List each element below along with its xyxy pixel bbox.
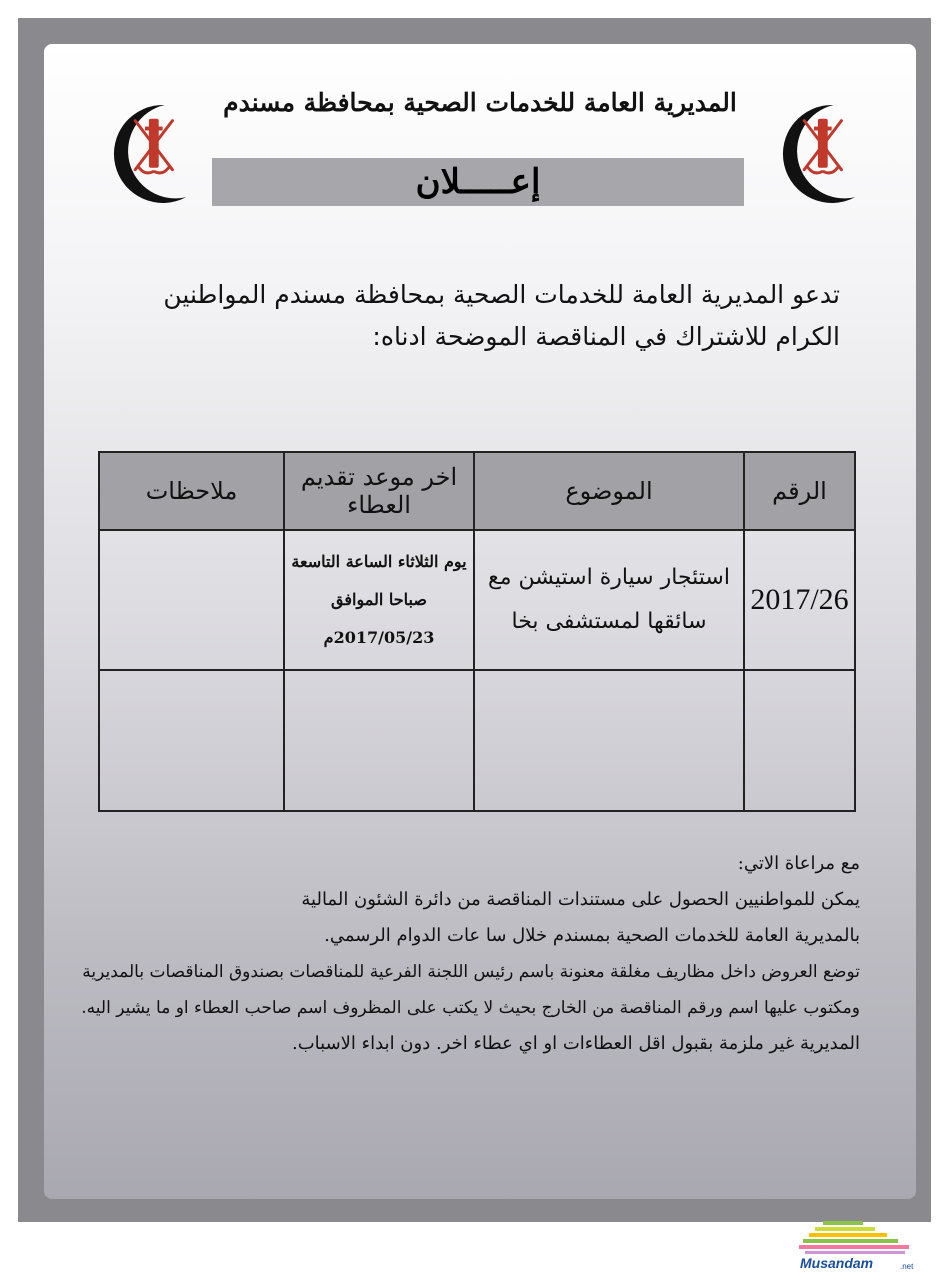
condition-line: المديرية غير ملزمة بقبول اقل العطاءات او اي عطاء اخر. دون ابداء الاسباب. [292,1033,860,1054]
subject-line: سائقها لمستشفى بخا [511,609,707,634]
oman-crescent-emblem-icon [765,98,863,210]
deadline-line: صباحا الموافق 2017/05/23م [323,590,435,647]
condition-line: توضع العروض داخل مظاريف مغلقة معنونة باسم رئيس اللجنة الفرعية للمناقصات بصندوق المناقصات بالمديرية [82,962,860,982]
header-number: الرقم [744,452,855,530]
intro-line: الكرام للاشتراك في المناقصة الموضحة ادناه: [372,322,840,351]
table-header-row [99,452,855,530]
tender-notes [99,670,284,811]
condition-line: يمكن للمواطنيين الحصول على مستندات المناقصة من دائرة الشئون المالية [301,889,860,910]
table-row [99,670,855,811]
intro-paragraph [100,274,840,358]
tender-number: 2017/26 [744,530,855,670]
oman-crescent-emblem-icon [96,98,194,210]
condition-line: ومكتوب عليها اسم ورقم المناقصة من الخارج بحيث لا يكتب على المظروف اسم صاحب العطاء او ما يشير اليه. [81,998,860,1018]
tender-deadline [284,530,474,670]
header-notes: ملاحظات [99,452,284,530]
announcement-heading: إعـــــلان [415,162,541,202]
watermark-text: Musandam [800,1255,874,1271]
directorate-title: المديرية العامة للخدمات الصحية بمحافظة مسندم [223,88,737,117]
tender-notes [99,530,284,670]
conditions-heading: مع مراعاة الاتي: [737,853,860,874]
tender-deadline [284,670,474,811]
tender-subject [474,530,744,670]
header-deadline: اخر موعد تقديم العطاء [284,452,474,530]
tender-subject [474,670,744,811]
conditions-section [81,846,860,1062]
tender-table [98,451,856,812]
table-row [99,530,855,670]
announcement-banner [212,158,744,206]
watermark-suffix: .net [900,1262,914,1271]
deadline-line: يوم الثلاثاء الساعة التاسعة [291,552,467,571]
condition-line: بالمديرية العامة للخدمات الصحية بمسندم خلال سا عات الدوام الرسمي. [324,925,860,946]
intro-line: تدعو المديرية العامة للخدمات الصحية بمحافظة مسندم المواطنين [163,280,840,309]
tender-number [744,670,855,811]
subject-line: استئجار سيارة استيشن مع [488,565,730,590]
header-subject: الموضوع [474,452,744,530]
